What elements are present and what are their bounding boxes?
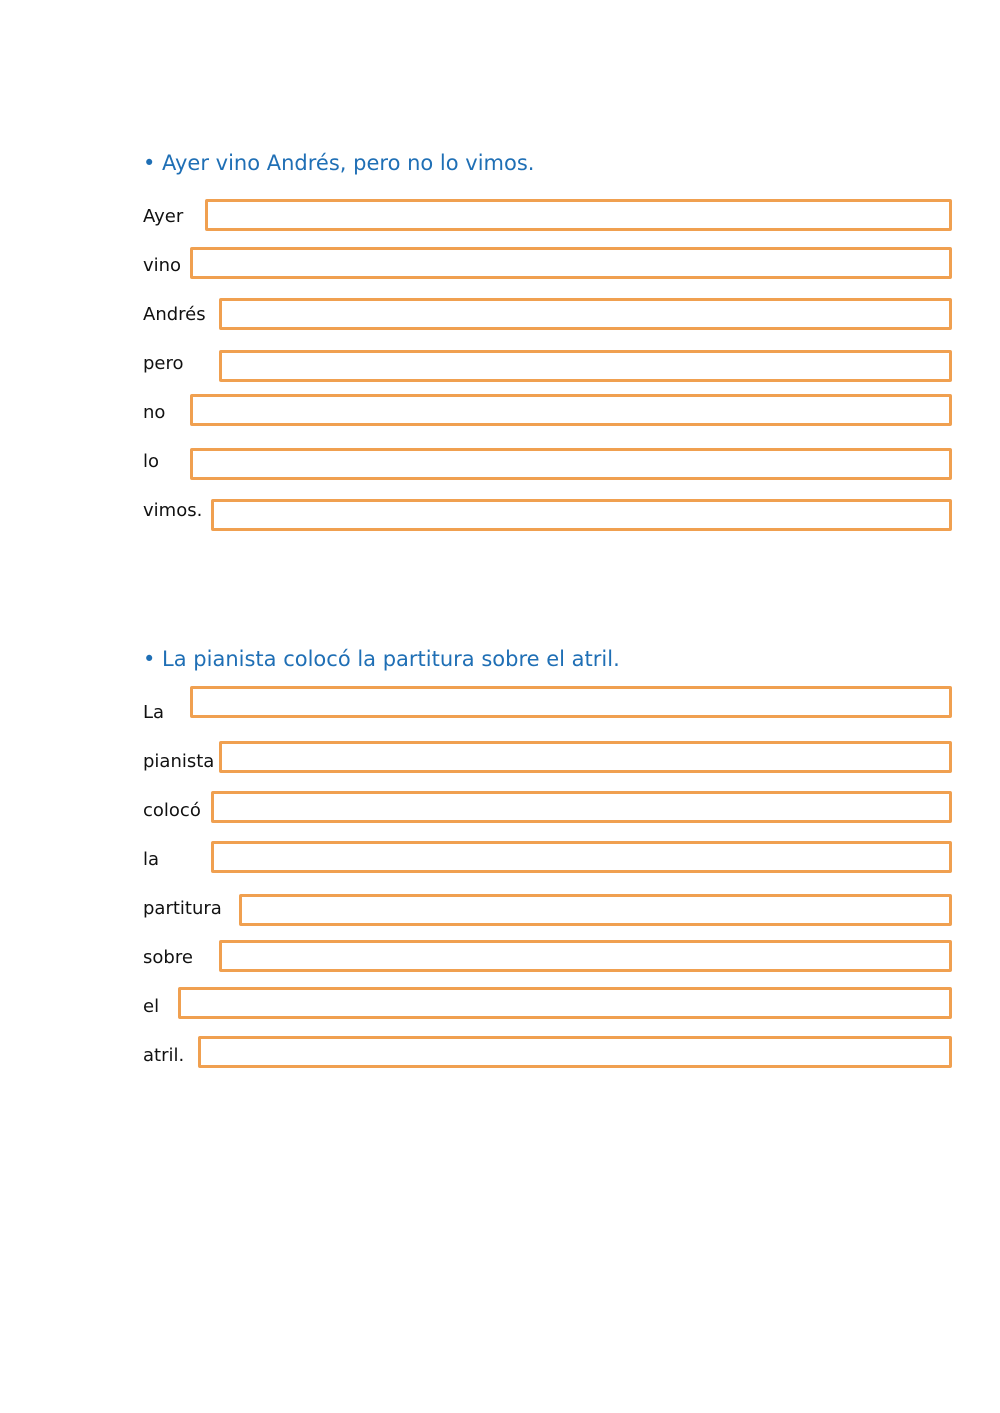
answer-input-pero[interactable] — [219, 350, 952, 382]
answer-input-andres[interactable] — [219, 298, 952, 330]
word-label-andres: Andrés — [143, 304, 206, 325]
answer-input-no[interactable] — [190, 394, 952, 426]
word-label-la-1: La — [143, 702, 165, 723]
word-label-vino: vino — [143, 255, 182, 276]
word-label-pero: pero — [143, 353, 184, 374]
answer-input-la-1[interactable] — [190, 686, 952, 718]
sentence-2-heading: • La pianista colocó la partitura sobre el atril. — [143, 647, 620, 671]
answer-input-coloco[interactable] — [211, 791, 952, 823]
word-label-vimos: vimos. — [143, 500, 203, 521]
word-label-la-2: la — [143, 849, 160, 870]
answer-input-atril[interactable] — [198, 1036, 952, 1068]
word-label-partitura: partitura — [143, 898, 222, 919]
word-label-coloco: colocó — [143, 800, 201, 821]
answer-input-ayer[interactable] — [205, 199, 952, 231]
sentence-1-heading: • Ayer vino Andrés, pero no lo vimos. — [143, 151, 535, 175]
word-label-atril: atril. — [143, 1045, 185, 1066]
answer-input-pianista[interactable] — [219, 741, 952, 773]
answer-input-el[interactable] — [178, 987, 952, 1019]
word-label-pianista: pianista — [143, 751, 215, 772]
answer-input-partitura[interactable] — [239, 894, 952, 926]
word-label-sobre: sobre — [143, 947, 193, 968]
answer-input-vino[interactable] — [190, 247, 952, 279]
answer-input-la-2[interactable] — [211, 841, 952, 873]
answer-input-vimos[interactable] — [211, 499, 952, 531]
answer-input-sobre[interactable] — [219, 940, 952, 972]
word-label-no: no — [143, 402, 166, 423]
word-label-ayer: Ayer — [143, 206, 184, 227]
answer-input-lo[interactable] — [190, 448, 952, 480]
word-label-el: el — [143, 996, 160, 1017]
word-label-lo: lo — [143, 451, 160, 472]
